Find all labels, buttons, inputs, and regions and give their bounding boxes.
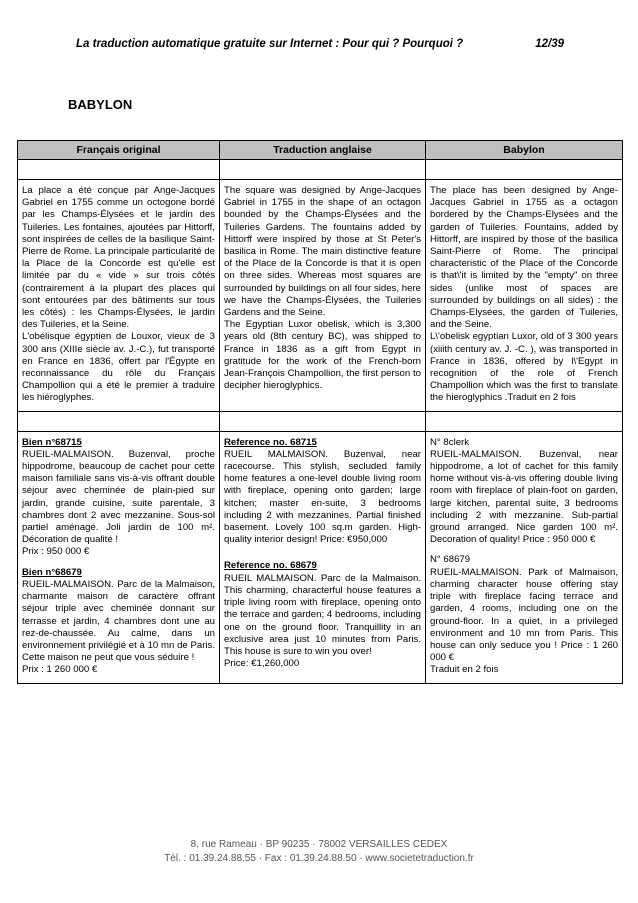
en-listing-ref: Reference no. 68679 — [224, 560, 317, 572]
cell-babylon-concorde — [426, 180, 623, 412]
fr-listing-text: RUEIL-MALMAISON. Buzenval, proche hippodrome, beaucoup de cachet pour cette maison familiale sans vis-à-vis offrant double séjour avec cheminée de plain-pied sur jardin, grande cuisine, suite parentale, 3 chambres dont 2 avec mezzanine. Sous-sol partiel aménagé. Joli jardin de 100 m². Décoration de qualité ! — [22, 448, 215, 546]
cell-english-listings — [220, 431, 426, 683]
page-number: 12/39 — [535, 38, 564, 50]
en-listing-text: RUEIL MALMAISON. Buzenval, near racecourse. This stylish, secluded family home features a one-level double living room with fireplace, opening onto garden; large kitchen; master en-suite, 3 bedrooms including 2 with mezzanines. Partial finished basement. Lovely 100 sq.m garden. High-quality interior design! Price: €950,000 — [224, 448, 421, 546]
bab-paragraph: The place has been designed by Ange-Jacques Gabriel in 1755 as a octagon bordered by the Champs-Elysées and the garden of Tuileries. Fountains, added by Hittorff, are inspired by those of the basilica Saint-Pierre of Rome. The principal characteristic of the Place of the Concorde is that\'it is limited by the "empty" on three sides (unlike most of spaces are surrounded by buildings on all sides) : the Champs-Elysées, the garden of Tuileries, and the Seine. — [430, 185, 618, 331]
en-listing-text: RUEIL MALMAISON. Parc de la Malmaison. This charming, characterful house features a triple living room with fireplace, opening onto the terrace and garden; 4 bedrooms, including one on the ground floor. Tranquillity in an exclusive area just 10 minutes from Paris. This house is sure to win you over! — [224, 572, 421, 657]
en-paragraph: The square was designed by Ange-Jacques Gabriel in 1755 in the shape of an octagon bounded by the Champs-Élysées and the Tuileries Gardens. The fountains added by Hittorff were inspired by those at St Peter's basilica in Rome. The main distinctive feature of the Place de la Concorde is that it is open on three sides. Whereas most squares are surrounded by buildings on all four sides, here we have the Champs-Élysées, the Tuileries Gardens and the Seine. — [224, 185, 421, 319]
fr-listing-text: RUEIL-MALMAISON. Parc de la Malmaison, charmante maison de caractère offrant séjour triple avec cheminée donnant sur terrasse et jardin, 4 chambres dont une au rez-de-chaussée. Au calme, dans un environnement privilégié et à 10 mn de Paris. Cette maison ne peut que vous séduire ! — [22, 578, 215, 664]
column-header-french: Français original — [18, 141, 220, 160]
fr-listing-price: Prix : 1 260 000 € — [22, 664, 98, 676]
fr-paragraph: La place a été conçue par Ange-Jacques Gabriel en 1755 comme un octogone bordé par les Champs-Élysées et le jardin des Tuileries. Les fontaines, ajoutées par Hittorff, sont inspirées de celles de la basilique Saint-Pierre de Rome. La principale particularité de la Place de la Concorde est qu'elle est limitée par du « vide » sur trois côtés (contrairement à la plupart des places qui sont entourées par des bâtiments sur tous les côtés) : les Champs-Élysées, le jardin des Tuileries, et la Seine. — [22, 185, 215, 331]
fr-paragraph: L'obélisque égyptien de Louxor, vieux de 3 300 ans (XIIIe siècle av. J.-C.), fut transporté en France en 1836, offert par l'Égypte en reconnaissance du rôle du Français Champollion qui a été le premier à traduire les hiéroglyphes. — [22, 331, 215, 404]
table-spacer — [18, 411, 623, 431]
table-row — [18, 180, 623, 412]
cell-babylon-listings — [426, 431, 623, 683]
fr-listing-ref: Bien n°68715 — [22, 436, 82, 448]
bab-listing-text: RUEIL-MALMAISON. Park of Malmaison, charming character house offering stay triple with fireplace facing terrace and garden, 4 rooms, including one on the ground-floor. In a quiet, in a privileged environment and 10 mn from Paris. This house can only seduce you ! Price : 1 260 000 € — [430, 566, 618, 664]
section-title: BABYLON — [68, 97, 133, 112]
bab-listing-ref: N° 68679 — [430, 554, 471, 566]
footer-address: 8, rue Rameau · BP 90235 · 78002 VERSAILLES CEDEX — [190, 839, 448, 850]
bab-listing-text: RUEIL-MALMAISON. Buzenval, near hippodrome, a lot of cachet for this family home without vis-à-vis offering double living room with fireplace of plain-foot on garden, large kitchen, parental suite, 3 bedrooms including 2 with mezzanine. Sub-partial ground arranged. Nice garden 100 m². Decoration of quality! Price : 950 000 € — [430, 448, 618, 546]
header-title: La traduction automatique gratuite sur Internet : Pour qui ? Pourquoi ? — [76, 38, 464, 50]
table-header-row — [18, 141, 623, 160]
en-listing-ref: Reference no. 68715 — [224, 436, 317, 448]
en-listing-price: Price: €1,260,000 — [224, 658, 300, 670]
cell-french-concorde — [18, 180, 220, 412]
cell-english-concorde — [220, 180, 426, 412]
translation-table — [17, 140, 623, 684]
table-spacer — [18, 160, 623, 180]
table-row — [18, 431, 623, 683]
bab-listing-ref: N° 8clerk — [430, 436, 470, 448]
column-header-babylon: Babylon — [426, 141, 623, 160]
bab-translation-note: Traduit en 2 fois — [430, 664, 499, 676]
fr-listing-price: Prix : 950 000 € — [22, 546, 90, 558]
cell-french-listings — [18, 431, 220, 683]
en-paragraph: The Egyptian Luxor obelisk, which is 3,300 years old (8th century BC), was shipped to France in 1836 as a gift from Egypt in gratitude for the work of the French-born Jean-François Champollion, the first person to decipher hieroglyphics. — [224, 319, 421, 392]
fr-listing-ref: Bien n°68679 — [22, 566, 82, 578]
footer-contact: Tél. : 01.39.24.88.55 · Fax : 01.39.24.88.50 · www.societetraduction.fr — [164, 853, 474, 864]
bab-paragraph: L\'obelisk egyptian Luxor, old of 3 300 years (xiiith century av. J. -C. ), was transported in France in 1836, offered by l\'Egypt in recognition of the role of French Champollion which was the first to translate the hieroglyphics .Traduit en 2 fois — [430, 331, 618, 404]
page-header — [76, 38, 564, 50]
column-header-english: Traduction anglaise — [220, 141, 426, 160]
